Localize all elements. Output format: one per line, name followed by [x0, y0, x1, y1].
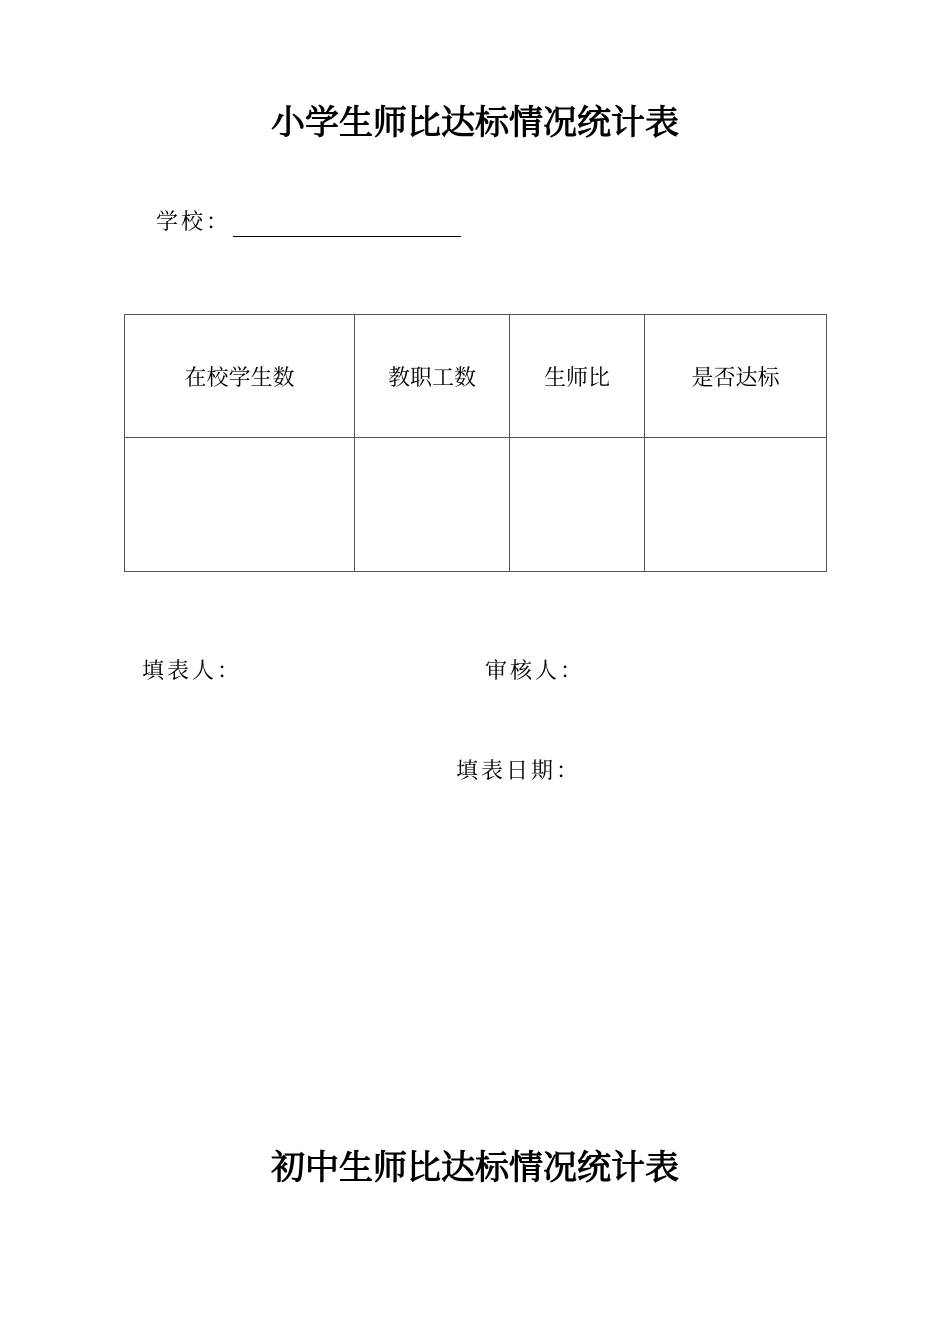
school-field [156, 206, 461, 240]
header-meets-standard: 是否达标 [645, 315, 827, 438]
table-header-row [125, 315, 827, 438]
header-student-count: 在校学生数 [125, 315, 355, 438]
student-teacher-ratio-table [124, 314, 827, 572]
cell-meets-standard[interactable] [645, 438, 827, 572]
fill-date-label: 填表日期： [456, 759, 582, 784]
reviewer-label: 审核人： [485, 659, 586, 684]
filler-label: 填表人： [142, 659, 243, 684]
header-staff-count: 教职工数 [355, 315, 510, 438]
junior-high-form-title: 初中生师比达标情况统计表 [271, 1148, 679, 1188]
table-row [125, 438, 827, 572]
cell-staff-count[interactable] [355, 438, 510, 572]
school-label: 学校： [156, 210, 232, 235]
primary-school-form-title: 小学生师比达标情况统计表 [271, 103, 679, 143]
school-input-line[interactable] [233, 236, 461, 237]
cell-student-teacher-ratio[interactable] [510, 438, 645, 572]
header-student-teacher-ratio: 生师比 [510, 315, 645, 438]
cell-student-count[interactable] [125, 438, 355, 572]
